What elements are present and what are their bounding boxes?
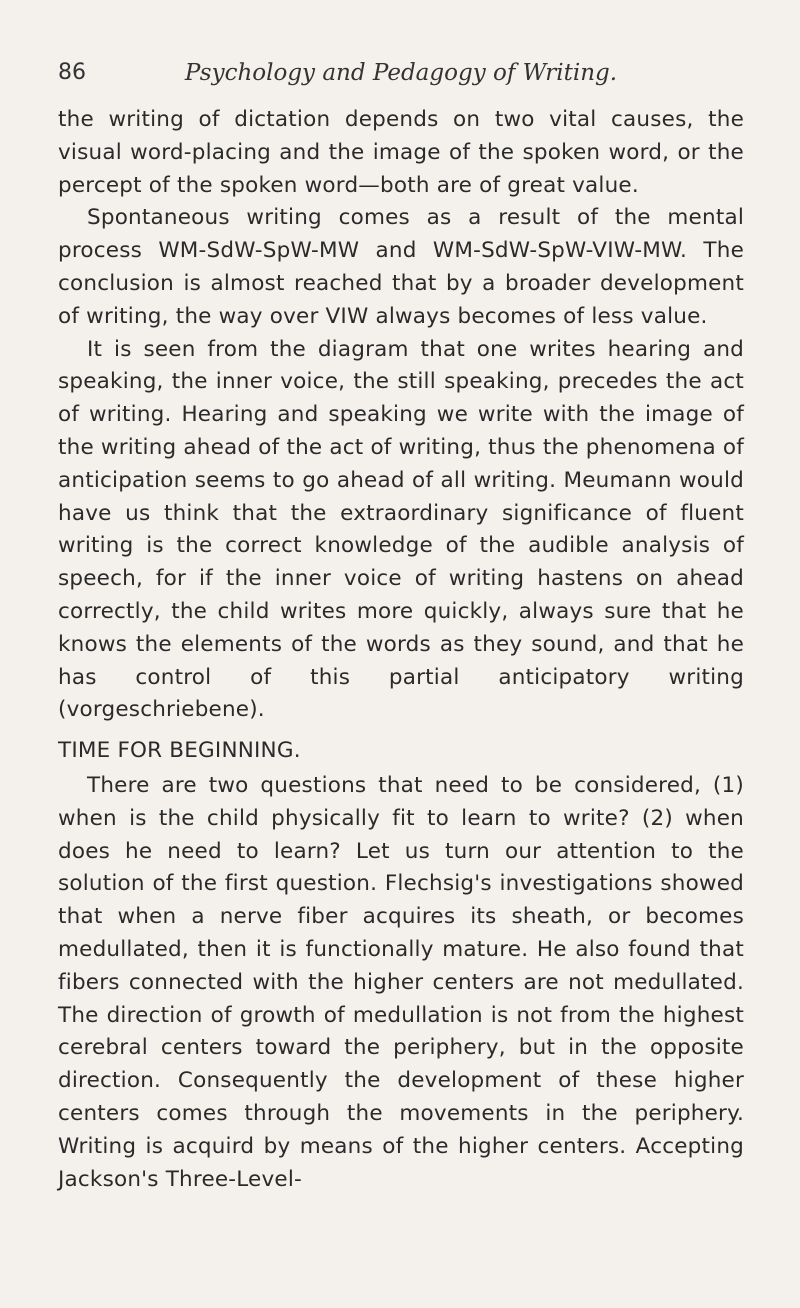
body-text bbox=[58, 104, 744, 1196]
running-title: Psychology and Pedagogy of Writing. bbox=[184, 60, 618, 86]
paragraph-time-for-beginning: There are two questions that need to be considered, (1) when is the child physically fit to learn to write? (2) when does he need to learn? Let us turn our attention to the solution of the first question. Flechsig's investigations showed that when a nerve fiber acquires its sheath, or becomes medullated, then it is functionally mature. He also found that fibers connected with the higher centers are not medullated. The direction of growth of medullation is not from the highest cerebral centers toward the periphery, but in the opposite direction. Consequently the development of these higher centers comes through the movements in the periphery. Writing is acquird by means of the higher centers. Accepting Jackson's Three-Level- bbox=[58, 772, 744, 1192]
paragraph-spontaneous-writing: Spontaneous writing comes as a result of the mental process WM-SdW-SpW-MW and WM-SdW-SpW-VIW-MW. The conclusion is almost reached that by a broader development of writing, the way over VIW always becomes of less value. bbox=[58, 205, 744, 329]
section-heading: TIME FOR BEGINNING. bbox=[58, 738, 301, 764]
page-number: 86 bbox=[58, 60, 86, 85]
paragraph-diagram-anticipation: It is seen from the diagram that one writes hearing and speaking, the inner voice, the still speaking, precedes the act of writing. Hearing and speaking we write with the image of the writing ahead of the act of writing, thus the phenomena of anticipation seems to go ahead of all writing. Meumann would have us think that the extraordinary significance of fluent writing is the correct knowledge of the audible analysis of speech, for if the inner voice of writing hastens on ahead correctly, the child writes more quickly, always sure that he knows the elements of the words as they sound, and that he has control of this partial anticipatory writing (vorgeschriebene). bbox=[58, 336, 744, 723]
paragraph-continuation: the writing of dictation depends on two vital causes, the visual word-placing and the image of the spoken word, or the percept of the spoken word—both are of great value. bbox=[58, 107, 744, 198]
running-head bbox=[58, 60, 744, 104]
